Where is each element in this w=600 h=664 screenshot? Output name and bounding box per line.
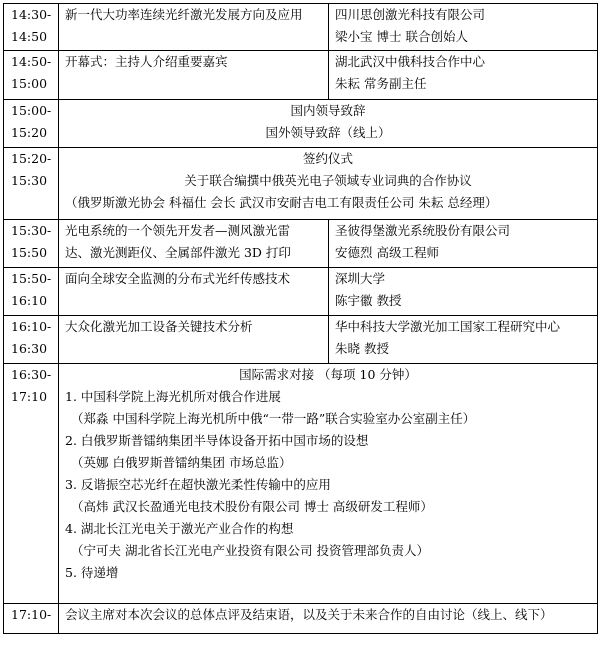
list-item-detail: （高炜 武汉长盈通光电技术股份有限公司 博士 高级研发工程师） [71,499,433,514]
table-row [4,51,598,100]
list-item-detail: （郑淼 中国科学院上海光机所中俄“一带一路”联合实验室办公室副主任） [71,411,476,426]
time-cell: 15:30- 15:50 [4,220,59,268]
time-cell: 16:30- 17:10 [4,364,59,604]
closing-cell: 会议主席对本次会议的总体点评及结束语，以及关于未来合作的自由讨论（线上、线下） [59,604,598,634]
topic-cell: 开幕式：主持人介绍重要嘉宾 [59,51,329,100]
list-item: 2. 白俄罗斯普镭纳集团半导体设备开拓中国市场的设想 [65,433,369,448]
list-item: 5. 待递增 [65,565,119,580]
signing-cell [59,148,598,220]
domestic-speech: 国内领导致辞 [290,103,366,118]
speaker-cell: 深圳大学 陈宇徽 教授 [329,268,598,316]
time-cell: 15:20- 15:30 [4,148,59,220]
speaker-cell: 圣彼得堡激光系统股份有限公司 安德烈 高级工程师 [329,220,598,268]
foreign-speech: 国外领导致辞（线上） [265,125,391,140]
list-item: 3. 反谐振空芯光纤在超快激光柔性传输中的应用 [65,477,331,492]
speaker-cell: 四川思创激光科技有限公司 梁小宝 博士 联合创始人 [329,4,598,51]
time-cell: 14:30- 14:50 [4,4,59,51]
table-row [4,100,598,148]
table-row [4,220,598,268]
speaker-cell: 湖北武汉中俄科技合作中心 朱耘 常务副主任 [329,51,598,100]
demand-heading: 国际需求对接 （每项 10 分钟） [239,367,417,382]
topic-cell: 大众化激光加工设备关键技术分析 [59,316,329,364]
demand-cell [59,364,598,604]
list-item: 1. 中国科学院上海光机所对俄合作进展 [65,389,281,404]
signing-title: 签约仪式 [302,151,353,166]
table-row [4,364,598,604]
signing-parties: （俄罗斯激光协会 科福仕 会长 武汉市安耐吉电工有限责任公司 朱耘 总经理） [65,195,498,210]
topic-cell: 光电系统的一个领先开发者—测风激光雷 达、激光测距仪、全属部件激光 3D 打印 [59,220,329,268]
speaker-cell: 华中科技大学激光加工国家工程研究中心 朱晓 教授 [329,316,598,364]
topic-cell: 新一代大功率连续光纤激光发展方向及应用 [59,4,329,51]
list-item: 4. 湖北长江光电关于激光产业合作的构想 [65,521,294,536]
time-cell: 16:10- 16:30 [4,316,59,364]
signing-agreement: 关于联合编撰中俄英光电子领域专业词典的合作协议 [184,173,472,188]
time-cell: 15:00- 15:20 [4,100,59,148]
table-row [4,268,598,316]
list-item-detail: （英娜 白俄罗斯普镭纳集团 市场总监） [71,455,292,470]
table-row [4,148,598,220]
speech-cell [59,100,598,148]
table-row [4,316,598,364]
agenda-table [3,3,598,634]
table-row [4,604,598,634]
time-cell: 14:50- 15:00 [4,51,59,100]
list-item-detail: （宁可夫 湖北省长江光电产业投资有限公司 投资管理部负责人） [71,543,429,558]
time-cell: 17:10- [4,604,59,634]
time-cell: 15:50- 16:10 [4,268,59,316]
table-row [4,4,598,51]
topic-cell: 面向全球安全监测的分布式光纤传感技术 [59,268,329,316]
